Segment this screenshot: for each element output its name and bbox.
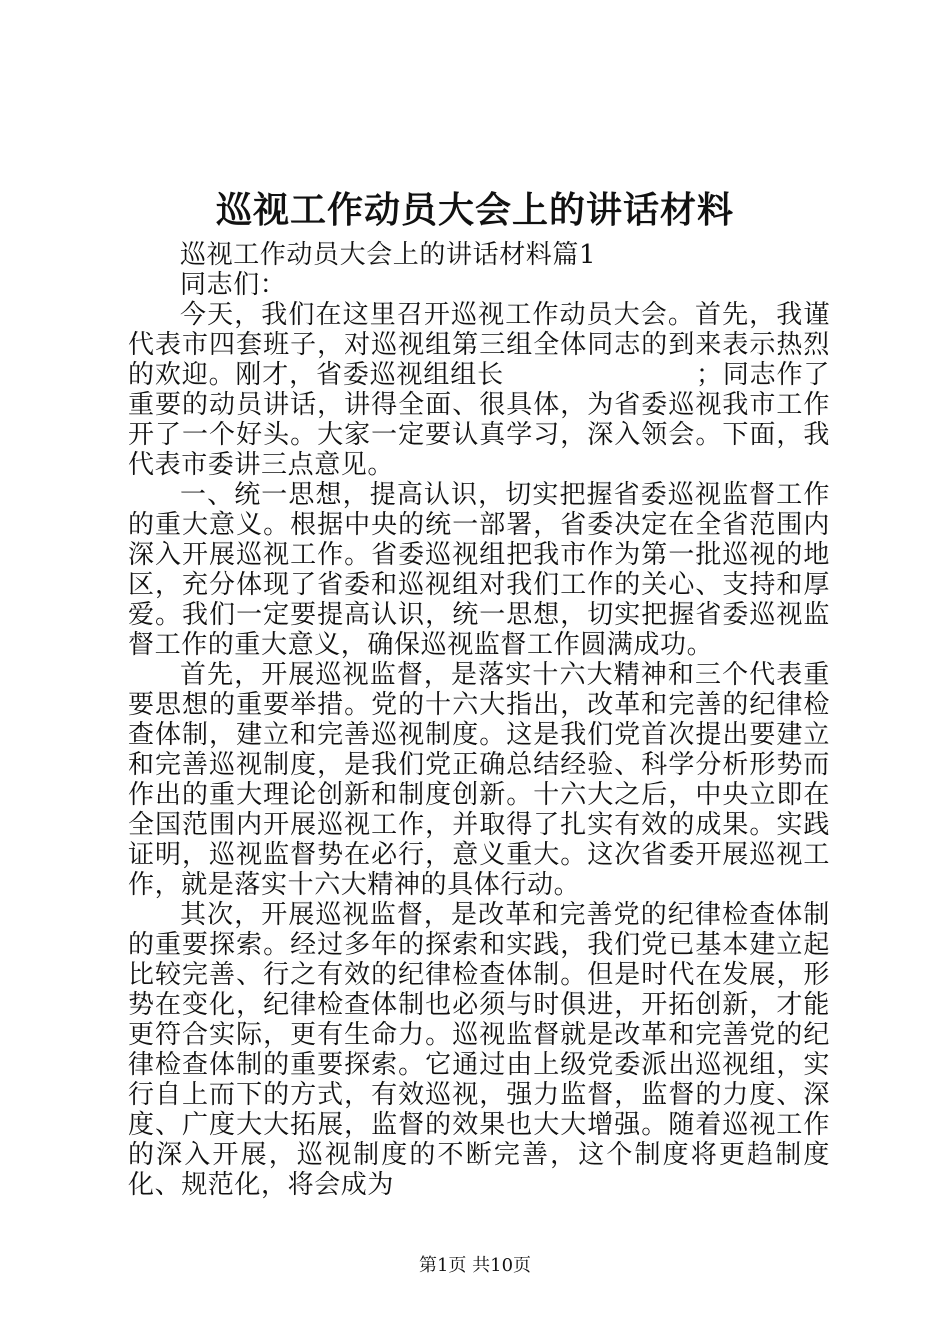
salutation: 同志们： (180, 270, 287, 300)
document-body (128, 240, 830, 1200)
document-title: 巡视工作动员大会上的讲话材料 (215, 189, 734, 231)
paragraph-2: 一、统一思想，提高认识，切实把握省委巡视监督工作的重大意义。根据中央的统一部署，省委决定在全省范围内深入开展巡视工作。省委巡视组把我市作为第一批巡视的地区，充分体现了省委和巡视组对我们工作的关心、支持和厚爱。我们一定要提高认识，统一思想，切实把握省委巡视监督工作的重大意义，确保巡视监督工作圆满成功。 (128, 480, 830, 660)
page-footer: 第1页 共10页 (418, 1255, 532, 1276)
subtitle: 巡视工作动员大会上的讲话材料篇1 (180, 240, 597, 270)
paragraph-3: 首先，开展巡视监督，是落实十六大精神和三个代表重要思想的重要举措。党的十六大指出，改革和完善的纪律检查体制，建立和完善巡视制度。这是我们党首次提出要建立和完善巡视制度，是我们党正确总结经验、科学分析形势而作出的重大理论创新和制度创新。十六大之后，中央立即在全国范围内开展巡视工作，并取得了扎实有效的成果。实践证明，巡视监督势在必行，意义重大。这次省委开展巡视工作，就是落实十六大精神的具体行动。 (128, 660, 830, 900)
paragraph-4: 其次，开展巡视监督，是改革和完善党的纪律检查体制的重要探索。经过多年的探索和实践，我们党已基本建立起比较完善、行之有效的纪律检查体制。但是时代在发展，形势在变化，纪律检查体制也必须与时俱进，开拓创新，才能更符合实际，更有生命力。巡视监督就是改革和完善党的纪律检查体制的重要探索。它通过由上级党委派出巡视组，实行自上而下的方式，有效巡视，强力监督，监督的力度、深度、广度大大拓展，监督的效果也大大增强。随着巡视工作的深入开展，巡视制度的不断完善，这个制度将更趋制度化、规范化，将会成为 (128, 900, 830, 1200)
paragraph-1 (128, 300, 830, 480)
paragraph-1-part-2: ；同志作了重要的动员讲话，讲得全面、很具体，为省委巡视我市工作开了一个好头。大家一定要认真学习，深入领会。下面，我代表市委讲三点意见。 (128, 360, 830, 480)
paragraph-1-part-1: 今天，我们在这里召开巡视工作动员大会。首先，我谨代表市四套班子，对巡视组第三组全体同志的到来表示热烈的欢迎。刚才，省委巡视组组长 (128, 300, 830, 390)
